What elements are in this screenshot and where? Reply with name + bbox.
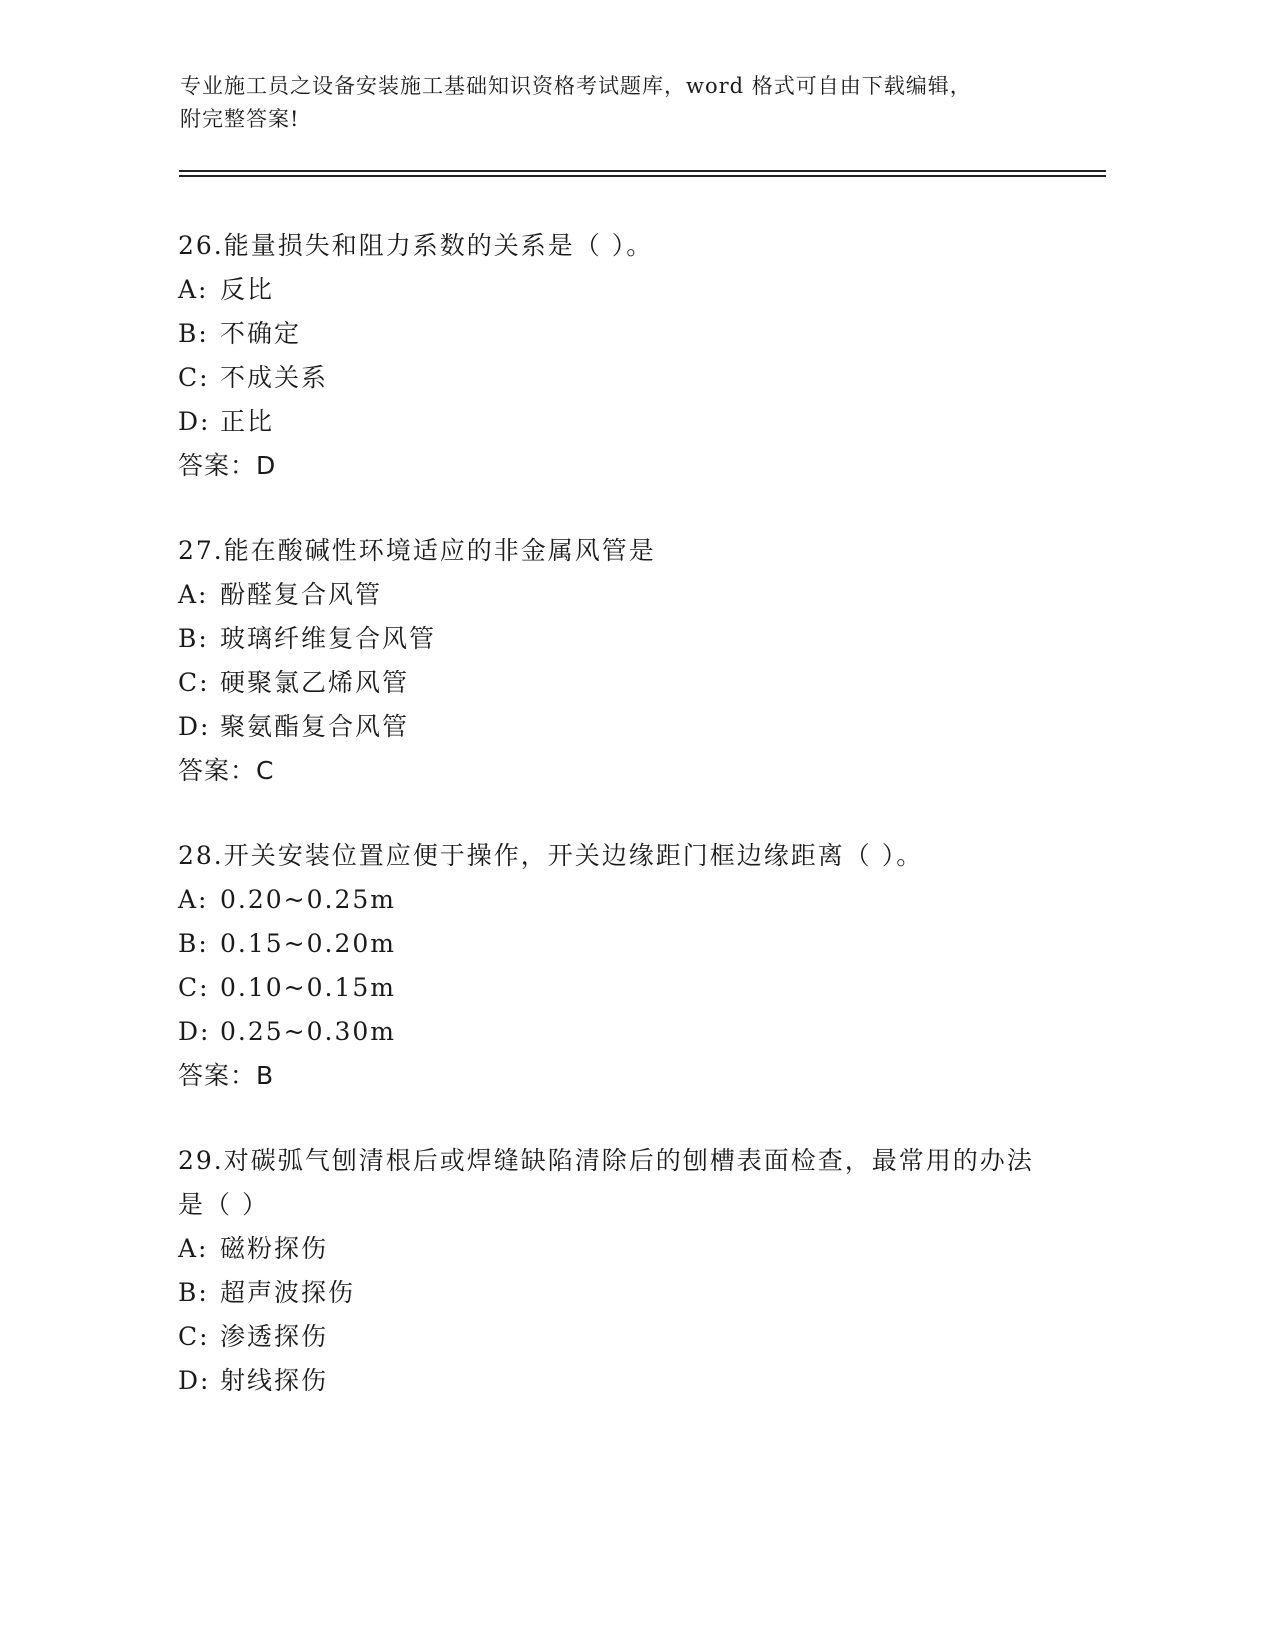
question-29 [178,1139,1058,1403]
option-letter: B: [178,929,209,958]
option-d [178,1359,1058,1403]
option-letter: A: [178,275,209,304]
document-header [180,70,1060,136]
option-d [178,1010,1058,1054]
option-text: 0.10~0.15m [220,973,396,1002]
option-text: 渗透探伤 [220,1322,329,1351]
header-line-2: 附完整答案! [180,107,300,131]
option-letter: D: [178,712,211,741]
option-a [178,268,1058,312]
answer-line: 答案：C [178,756,275,785]
question-stem: 27.能在酸碱性环境适应的非金属风管是 [178,536,656,565]
option-a [178,573,1058,617]
option-c [178,356,1058,400]
option-text: 酚醛复合风管 [220,580,383,609]
option-d [178,400,1058,444]
option-b [178,312,1058,356]
answer-line: 答案：B [178,1061,275,1090]
option-a [178,1227,1058,1271]
header-divider-top [179,170,1106,172]
option-letter: A: [178,1234,209,1263]
option-text: 正比 [220,407,275,436]
option-b [178,617,1058,661]
header-line-1: 专业施工员之设备安装施工基础知识资格考试题库，word 格式可自由下载编辑， [180,74,972,98]
option-letter: D: [178,407,211,436]
option-text: 聚氨酯复合风管 [220,712,410,741]
option-text: 0.25~0.30m [220,1017,396,1046]
option-letter: C: [178,363,210,392]
option-b [178,922,1058,966]
option-letter: D: [178,1366,211,1395]
question-stem: 28.开关安装位置应便于操作，开关边缘距门框边缘距离（ ）。 [178,841,924,870]
option-letter: A: [178,580,209,609]
option-text: 不成关系 [220,363,329,392]
question-28 [178,834,1058,1098]
option-text: 超声波探伤 [220,1278,356,1307]
option-a [178,878,1058,922]
option-letter: C: [178,973,210,1002]
option-letter: C: [178,668,210,697]
option-c [178,1315,1058,1359]
option-letter: D: [178,1017,211,1046]
option-letter: B: [178,1278,209,1307]
question-stem: 26.能量损失和阻力系数的关系是（ ）。 [178,231,654,260]
option-letter: B: [178,319,209,348]
option-letter: C: [178,1322,210,1351]
option-text: 0.15~0.20m [220,929,396,958]
question-stem: 29.对碳弧气刨清根后或焊缝缺陷清除后的刨槽表面检查，最常用的办法是（ ） [178,1146,1034,1219]
option-letter: A: [178,885,209,914]
option-c [178,966,1058,1010]
option-letter: B: [178,624,209,653]
option-text: 射线探伤 [220,1366,329,1395]
question-27 [178,529,1058,793]
option-d [178,705,1058,749]
header-divider-bottom [179,175,1106,177]
option-text: 磁粉探伤 [220,1234,329,1263]
option-text: 硬聚氯乙烯风管 [220,668,410,697]
answer-line: 答案：D [178,451,277,480]
option-b [178,1271,1058,1315]
option-text: 0.20~0.25m [220,885,396,914]
option-text: 玻璃纤维复合风管 [220,624,437,653]
option-c [178,661,1058,705]
option-text: 反比 [220,275,275,304]
question-26 [178,224,1058,488]
option-text: 不确定 [220,319,302,348]
